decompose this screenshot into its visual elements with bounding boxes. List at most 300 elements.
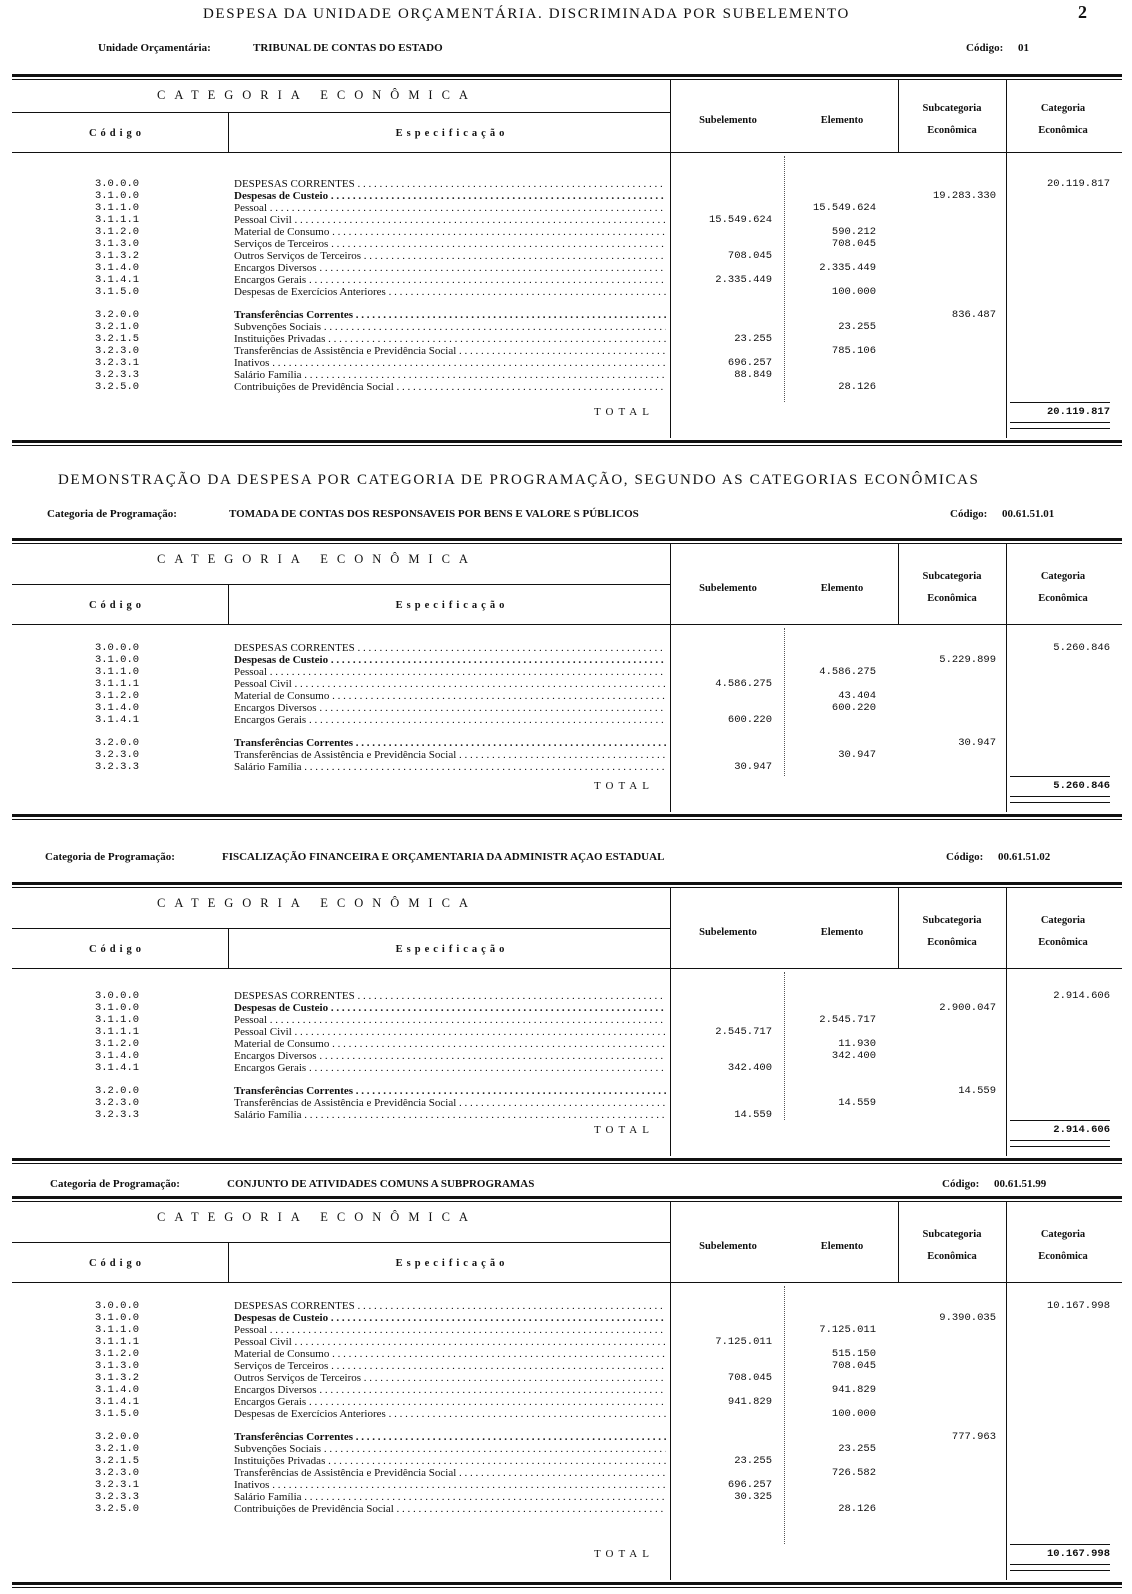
table-row (12, 190, 1122, 202)
row-code: 3.1.1.0 (94, 1324, 140, 1336)
row-subelemento: 696.257 (727, 357, 772, 369)
row-specification: Contribuições de Previdência Social . . . (234, 1503, 666, 1515)
row-specification: Transferências de Assistência e Previdência Social . . . (234, 1097, 666, 1109)
header-codigo: Código (88, 600, 146, 611)
header-subcategoria: Subcategoria (922, 103, 982, 114)
total-rule-top (1010, 1544, 1110, 1545)
row-specification: Transferências Correntes . . . (234, 309, 666, 321)
table-row (12, 1336, 1122, 1348)
row-code: 3.2.5.0 (94, 381, 140, 393)
row-specification: Despesas de Exercícios Anteriores . . . (234, 1408, 666, 1420)
row-subcategoria: 2.900.047 (939, 1002, 996, 1014)
table-row (12, 1312, 1122, 1324)
table-row (12, 238, 1122, 250)
table-row (12, 1348, 1122, 1360)
table-row (12, 1002, 1122, 1014)
row-code: 3.2.0.0 (94, 309, 140, 321)
row-subcategoria: 30.947 (958, 737, 996, 749)
row-code: 3.1.2.0 (94, 690, 140, 702)
col-divider-ele (898, 80, 899, 152)
row-elemento: 11.930 (838, 1038, 876, 1050)
header-categoria-economica-2: Econômica (1038, 593, 1088, 604)
row-subcategoria: 9.390.035 (939, 1312, 996, 1324)
total-label: TOTAL (594, 780, 654, 792)
row-subcategoria: 836.487 (951, 309, 996, 321)
row-code: 3.1.1.1 (94, 1026, 140, 1038)
code-value: 00.61.51.01 (1002, 508, 1055, 520)
table-row (12, 737, 1122, 749)
table-row (12, 1503, 1122, 1515)
table-row (12, 1467, 1122, 1479)
row-code: 3.2.3.1 (94, 1479, 140, 1491)
row-specification: Pessoal . . . (234, 1014, 666, 1026)
header-categoria: Categoria (1040, 915, 1086, 926)
row-code: 3.1.5.0 (94, 1408, 140, 1420)
table-row (12, 1050, 1122, 1062)
row-specification: Transferências de Assistência e Previdência Social . . . (234, 1467, 666, 1479)
header-bottom-rule (12, 1282, 1122, 1283)
col-divider-code (228, 584, 229, 624)
header-subcategoria: Subcategoria (922, 1229, 982, 1240)
row-subelemento: 15.549.624 (708, 214, 772, 226)
row-specification: Transferências Correntes . . . (234, 1085, 666, 1097)
row-specification: DESPESAS CORRENTES . . . (234, 178, 666, 190)
table-row (12, 274, 1122, 286)
row-subelemento: 23.255 (734, 1455, 772, 1467)
top-rule (12, 1196, 1122, 1202)
row-code: 3.2.3.0 (94, 1097, 140, 1109)
row-elemento: 726.582 (831, 1467, 876, 1479)
row-specification: Pessoal Civil . . . (234, 1026, 666, 1038)
table-row (12, 321, 1122, 333)
table-row (12, 1324, 1122, 1336)
table-section-3 (12, 1196, 1122, 1588)
header-especificacao: Especificação (395, 1258, 509, 1269)
row-elemento: 785.106 (831, 345, 876, 357)
table-row (12, 990, 1122, 1002)
header-categoria: Categoria (1040, 571, 1086, 582)
total-value: 20.119.817 (1046, 406, 1110, 418)
header-categoria-economica-2: Econômica (1038, 1251, 1088, 1262)
row-subcategoria: 5.229.899 (939, 654, 996, 666)
table-row (12, 178, 1122, 190)
row-code: 3.2.1.5 (94, 333, 140, 345)
row-code: 3.2.5.0 (94, 1503, 140, 1515)
total-rule-bottom (1010, 1140, 1110, 1141)
row-specification: Transferências de Assistência e Previdência Social . . . (234, 345, 666, 357)
row-elemento: 23.255 (838, 321, 876, 333)
table-row (12, 1455, 1122, 1467)
row-elemento: 4.586.275 (819, 666, 876, 678)
table-row (12, 1408, 1122, 1420)
row-code: 3.1.1.0 (94, 666, 140, 678)
row-specification: Pessoal Civil . . . (234, 678, 666, 690)
header-subcategoria-economica: Econômica (927, 1251, 977, 1262)
total-rule-bottom-2 (1010, 1146, 1110, 1147)
total-value: 10.167.998 (1046, 1548, 1110, 1560)
demonstration-title: DEMONSTRAÇÃO DA DESPESA POR CATEGORIA DE PROGRAMAÇÃO, SEGUNDO AS CATEGORIAS ECONÔMICAS (58, 472, 980, 488)
total-rule-top (1010, 1120, 1110, 1121)
section-meta-1 (0, 508, 1132, 524)
header-categoria-economica-2: Econômica (1038, 937, 1088, 948)
row-specification: Encargos Diversos . . . (234, 1050, 666, 1062)
row-specification: Contribuições de Previdência Social . . . (234, 381, 666, 393)
row-specification: Instituições Privadas . . . (234, 1455, 666, 1467)
header-subcategoria-economica: Econômica (927, 593, 977, 604)
row-specification: Material de Consumo . . . (234, 690, 666, 702)
row-code: 3.2.3.3 (94, 1491, 140, 1503)
row-code: 3.2.3.0 (94, 1467, 140, 1479)
document-title: DESPESA DA UNIDADE ORÇAMENTÁRIA. DISCRIMINADA POR SUBELEMENTO (203, 6, 850, 22)
row-elemento: 590.212 (831, 226, 876, 238)
total-rule-bottom-2 (1010, 1570, 1110, 1571)
header-especificacao: Especificação (395, 128, 509, 139)
header-elemento: Elemento (820, 927, 864, 938)
row-specification: Pessoal Civil . . . (234, 1336, 666, 1348)
code-value: 01 (1018, 42, 1029, 54)
table-row (12, 642, 1122, 654)
header-bottom-rule (12, 624, 1122, 625)
meta-label: Unidade Orçamentária: (98, 42, 211, 54)
row-code: 3.1.0.0 (94, 654, 140, 666)
total-label: TOTAL (594, 406, 654, 418)
table-row (12, 226, 1122, 238)
row-code: 3.0.0.0 (94, 1300, 140, 1312)
total-rule-bottom (1010, 796, 1110, 797)
header-categoria-economica-2: Econômica (1038, 125, 1088, 136)
row-code: 3.1.0.0 (94, 1312, 140, 1324)
row-specification: Pessoal . . . (234, 1324, 666, 1336)
row-subelemento: 342.400 (727, 1062, 772, 1074)
row-code: 3.2.1.0 (94, 321, 140, 333)
bottom-rule (12, 1582, 1122, 1588)
meta-label: Categoria de Programação: (47, 508, 177, 520)
row-subelemento: 30.947 (734, 761, 772, 773)
col-divider-code (228, 928, 229, 968)
code-value: 00.61.51.99 (994, 1178, 1047, 1190)
row-elemento: 100.000 (831, 1408, 876, 1420)
row-code: 3.1.0.0 (94, 1002, 140, 1014)
header-bottom-rule (12, 152, 1122, 153)
total-label: TOTAL (594, 1548, 654, 1560)
row-code: 3.1.2.0 (94, 1348, 140, 1360)
table-row (12, 1097, 1122, 1109)
header-especificacao: Especificação (395, 944, 509, 955)
row-specification: Encargos Gerais . . . (234, 274, 666, 286)
row-subelemento: 4.586.275 (715, 678, 772, 690)
header-mid-rule (12, 1242, 670, 1243)
row-elemento: 43.404 (838, 690, 876, 702)
header-bottom-rule (12, 968, 1122, 969)
row-specification: Despesas de Exercícios Anteriores . . . (234, 286, 666, 298)
row-elemento: 515.150 (831, 1348, 876, 1360)
total-rule-bottom (1010, 422, 1110, 423)
row-subelemento: 2.545.717 (715, 1026, 772, 1038)
total-rule-bottom-2 (1010, 802, 1110, 803)
header-subcategoria-economica: Econômica (927, 937, 977, 948)
table-row (12, 381, 1122, 393)
row-specification: DESPESAS CORRENTES . . . (234, 990, 666, 1002)
row-elemento: 28.126 (838, 1503, 876, 1515)
row-code: 3.1.4.0 (94, 262, 140, 274)
row-specification: Salário Família . . . (234, 369, 666, 381)
section-meta-0 (0, 42, 1132, 58)
row-subelemento: 30.325 (734, 1491, 772, 1503)
header-subelemento: Subelemento (699, 583, 757, 594)
header-categoria-economica: CATEGORIA ECONÔMICA (157, 88, 477, 102)
header-categoria-economica: CATEGORIA ECONÔMICA (157, 552, 477, 566)
meta-value: TRIBUNAL DE CONTAS DO ESTADO (253, 42, 443, 54)
row-specification: Subvenções Sociais . . . (234, 321, 666, 333)
header-codigo: Código (88, 1258, 146, 1269)
col-divider-ele (898, 888, 899, 968)
code-label: Código: (950, 508, 988, 520)
table-row (12, 1491, 1122, 1503)
table-row (12, 1372, 1122, 1384)
row-specification: DESPESAS CORRENTES . . . (234, 1300, 666, 1312)
table-row (12, 202, 1122, 214)
table-row (12, 749, 1122, 761)
table-row (12, 666, 1122, 678)
table-row (12, 654, 1122, 666)
header-categoria: Categoria (1040, 1229, 1086, 1240)
table-row (12, 1038, 1122, 1050)
table-row (12, 1443, 1122, 1455)
table-row (12, 690, 1122, 702)
header-codigo: Código (88, 128, 146, 139)
row-specification: Encargos Gerais . . . (234, 714, 666, 726)
page-number: 2 (1078, 2, 1087, 22)
row-code: 3.1.4.0 (94, 1050, 140, 1062)
table-row (12, 1085, 1122, 1097)
row-specification: Pessoal . . . (234, 202, 666, 214)
row-subcategoria: 777.963 (951, 1431, 996, 1443)
header-subelemento: Subelemento (699, 1241, 757, 1252)
row-categoria: 2.914.606 (1053, 990, 1110, 1002)
row-code: 3.0.0.0 (94, 642, 140, 654)
row-code: 3.2.1.5 (94, 1455, 140, 1467)
header-subcategoria: Subcategoria (922, 571, 982, 582)
row-elemento: 708.045 (831, 238, 876, 250)
table-row (12, 309, 1122, 321)
table-row (12, 357, 1122, 369)
header-subcategoria-economica: Econômica (927, 125, 977, 136)
row-subelemento: 696.257 (727, 1479, 772, 1491)
row-code: 3.2.0.0 (94, 737, 140, 749)
row-code: 3.1.4.1 (94, 1062, 140, 1074)
table-row (12, 286, 1122, 298)
row-code: 3.1.3.0 (94, 1360, 140, 1372)
row-categoria: 5.260.846 (1053, 642, 1110, 654)
top-rule (12, 74, 1122, 80)
row-subcategoria: 19.283.330 (932, 190, 996, 202)
row-categoria: 10.167.998 (1046, 1300, 1110, 1312)
row-code: 3.1.2.0 (94, 226, 140, 238)
code-value: 00.61.51.02 (998, 851, 1051, 863)
row-elemento: 600.220 (831, 702, 876, 714)
row-code: 3.1.4.1 (94, 714, 140, 726)
bottom-rule (12, 814, 1122, 820)
table-row (12, 1109, 1122, 1121)
meta-value: FISCALIZAÇÃO FINANCEIRA E ORÇAMENTARIA DA ADMINISTR AÇAO ESTADUAL (222, 851, 665, 863)
row-specification: Material de Consumo . . . (234, 1348, 666, 1360)
table-row (12, 345, 1122, 357)
row-specification: Material de Consumo . . . (234, 226, 666, 238)
row-code: 3.2.3.3 (94, 1109, 140, 1121)
meta-value: TOMADA DE CONTAS DOS RESPONSAVEIS POR BENS E VALORE S PÚBLICOS (229, 508, 639, 520)
row-subelemento: 23.255 (734, 333, 772, 345)
section-meta-2 (0, 851, 1132, 867)
row-code: 3.1.1.0 (94, 1014, 140, 1026)
col-divider-code (228, 112, 229, 152)
row-specification: Encargos Diversos . . . (234, 1384, 666, 1396)
row-code: 3.1.2.0 (94, 1038, 140, 1050)
header-categoria: Categoria (1040, 103, 1086, 114)
row-elemento: 23.255 (838, 1443, 876, 1455)
table-row (12, 1396, 1122, 1408)
section-meta-3 (0, 1178, 1132, 1194)
table-row (12, 702, 1122, 714)
row-subelemento: 708.045 (727, 250, 772, 262)
row-code: 3.1.1.1 (94, 214, 140, 226)
bottom-rule (12, 1158, 1122, 1164)
col-divider-code (228, 1242, 229, 1282)
table-row (12, 761, 1122, 773)
table-section-0 (12, 74, 1122, 446)
row-specification: Encargos Gerais . . . (234, 1396, 666, 1408)
row-elemento: 708.045 (831, 1360, 876, 1372)
table-row (12, 262, 1122, 274)
header-mid-rule (12, 112, 670, 113)
col-divider-ele (898, 544, 899, 624)
code-label: Código: (946, 851, 984, 863)
row-subcategoria: 14.559 (958, 1085, 996, 1097)
row-code: 3.2.3.3 (94, 369, 140, 381)
row-elemento: 15.549.624 (812, 202, 876, 214)
row-elemento: 100.000 (831, 286, 876, 298)
total-rule-bottom (1010, 1564, 1110, 1565)
row-code: 3.2.3.1 (94, 357, 140, 369)
row-elemento: 941.829 (831, 1384, 876, 1396)
row-elemento: 28.126 (838, 381, 876, 393)
header-elemento: Elemento (820, 1241, 864, 1252)
row-elemento: 30.947 (838, 749, 876, 761)
row-code: 3.1.5.0 (94, 286, 140, 298)
row-specification: Encargos Gerais . . . (234, 1062, 666, 1074)
row-code: 3.1.3.2 (94, 1372, 140, 1384)
row-specification: Inativos . . . (234, 1479, 666, 1491)
row-specification: Salário Família . . . (234, 761, 666, 773)
code-label: Código: (942, 1178, 980, 1190)
row-specification: Pessoal Civil . . . (234, 214, 666, 226)
table-row (12, 1360, 1122, 1372)
row-specification: Salário Família . . . (234, 1491, 666, 1503)
row-code: 3.1.4.1 (94, 274, 140, 286)
table-row (12, 1026, 1122, 1038)
code-label: Código: (966, 42, 1004, 54)
row-code: 3.1.1.1 (94, 1336, 140, 1348)
table-row (12, 1300, 1122, 1312)
row-specification: Outros Serviços de Terceiros . . . (234, 250, 666, 262)
row-code: 3.1.1.1 (94, 678, 140, 690)
meta-label: Categoria de Programação: (50, 1178, 180, 1190)
row-elemento: 14.559 (838, 1097, 876, 1109)
col-divider-ele (898, 1202, 899, 1282)
row-specification: Pessoal . . . (234, 666, 666, 678)
header-mid-rule (12, 928, 670, 929)
header-codigo: Código (88, 944, 146, 955)
bottom-rule (12, 440, 1122, 446)
row-specification: Instituições Privadas . . . (234, 333, 666, 345)
row-code: 3.1.1.0 (94, 202, 140, 214)
row-code: 3.1.4.0 (94, 1384, 140, 1396)
row-subelemento: 7.125.011 (715, 1336, 772, 1348)
row-subelemento: 708.045 (727, 1372, 772, 1384)
table-row (12, 333, 1122, 345)
top-rule (12, 538, 1122, 544)
row-specification: Salário Família . . . (234, 1109, 666, 1121)
total-rule-bottom-2 (1010, 428, 1110, 429)
row-elemento: 7.125.011 (819, 1324, 876, 1336)
row-categoria: 20.119.817 (1046, 178, 1110, 190)
row-specification: Encargos Diversos . . . (234, 262, 666, 274)
row-specification: Serviços de Terceiros . . . (234, 238, 666, 250)
header-categoria-economica: CATEGORIA ECONÔMICA (157, 896, 477, 910)
row-code: 3.1.3.2 (94, 250, 140, 262)
header-subcategoria: Subcategoria (922, 915, 982, 926)
row-specification: Material de Consumo . . . (234, 1038, 666, 1050)
row-code: 3.2.3.0 (94, 345, 140, 357)
row-code: 3.2.3.3 (94, 761, 140, 773)
row-elemento: 2.335.449 (819, 262, 876, 274)
table-row (12, 250, 1122, 262)
table-row (12, 369, 1122, 381)
row-elemento: 342.400 (831, 1050, 876, 1062)
table-row (12, 714, 1122, 726)
header-especificacao: Especificação (395, 600, 509, 611)
header-elemento: Elemento (820, 583, 864, 594)
total-value: 2.914.606 (1053, 1124, 1110, 1136)
row-specification: DESPESAS CORRENTES . . . (234, 642, 666, 654)
table-row (12, 1479, 1122, 1491)
table-row (12, 1384, 1122, 1396)
row-specification: Transferências Correntes . . . (234, 737, 666, 749)
header-subelemento: Subelemento (699, 115, 757, 126)
row-subelemento: 14.559 (734, 1109, 772, 1121)
total-rule-top (1010, 776, 1110, 777)
row-specification: Encargos Diversos . . . (234, 702, 666, 714)
row-code: 3.1.4.1 (94, 1396, 140, 1408)
row-specification: Subvenções Sociais . . . (234, 1443, 666, 1455)
row-code: 3.2.3.0 (94, 749, 140, 761)
header-elemento: Elemento (820, 115, 864, 126)
row-code: 3.0.0.0 (94, 990, 140, 1002)
header-mid-rule (12, 584, 670, 585)
table-row (12, 1014, 1122, 1026)
row-code: 3.1.3.0 (94, 238, 140, 250)
row-code: 3.0.0.0 (94, 178, 140, 190)
row-specification: Inativos . . . (234, 357, 666, 369)
table-row (12, 1062, 1122, 1074)
row-elemento: 2.545.717 (819, 1014, 876, 1026)
header-subelemento: Subelemento (699, 927, 757, 938)
row-specification: Serviços de Terceiros . . . (234, 1360, 666, 1372)
table-row (12, 678, 1122, 690)
row-code: 3.2.0.0 (94, 1431, 140, 1443)
meta-value: CONJUNTO DE ATIVIDADES COMUNS A SUBPROGRAMAS (227, 1178, 535, 1190)
row-code: 3.2.0.0 (94, 1085, 140, 1097)
table-row (12, 214, 1122, 226)
